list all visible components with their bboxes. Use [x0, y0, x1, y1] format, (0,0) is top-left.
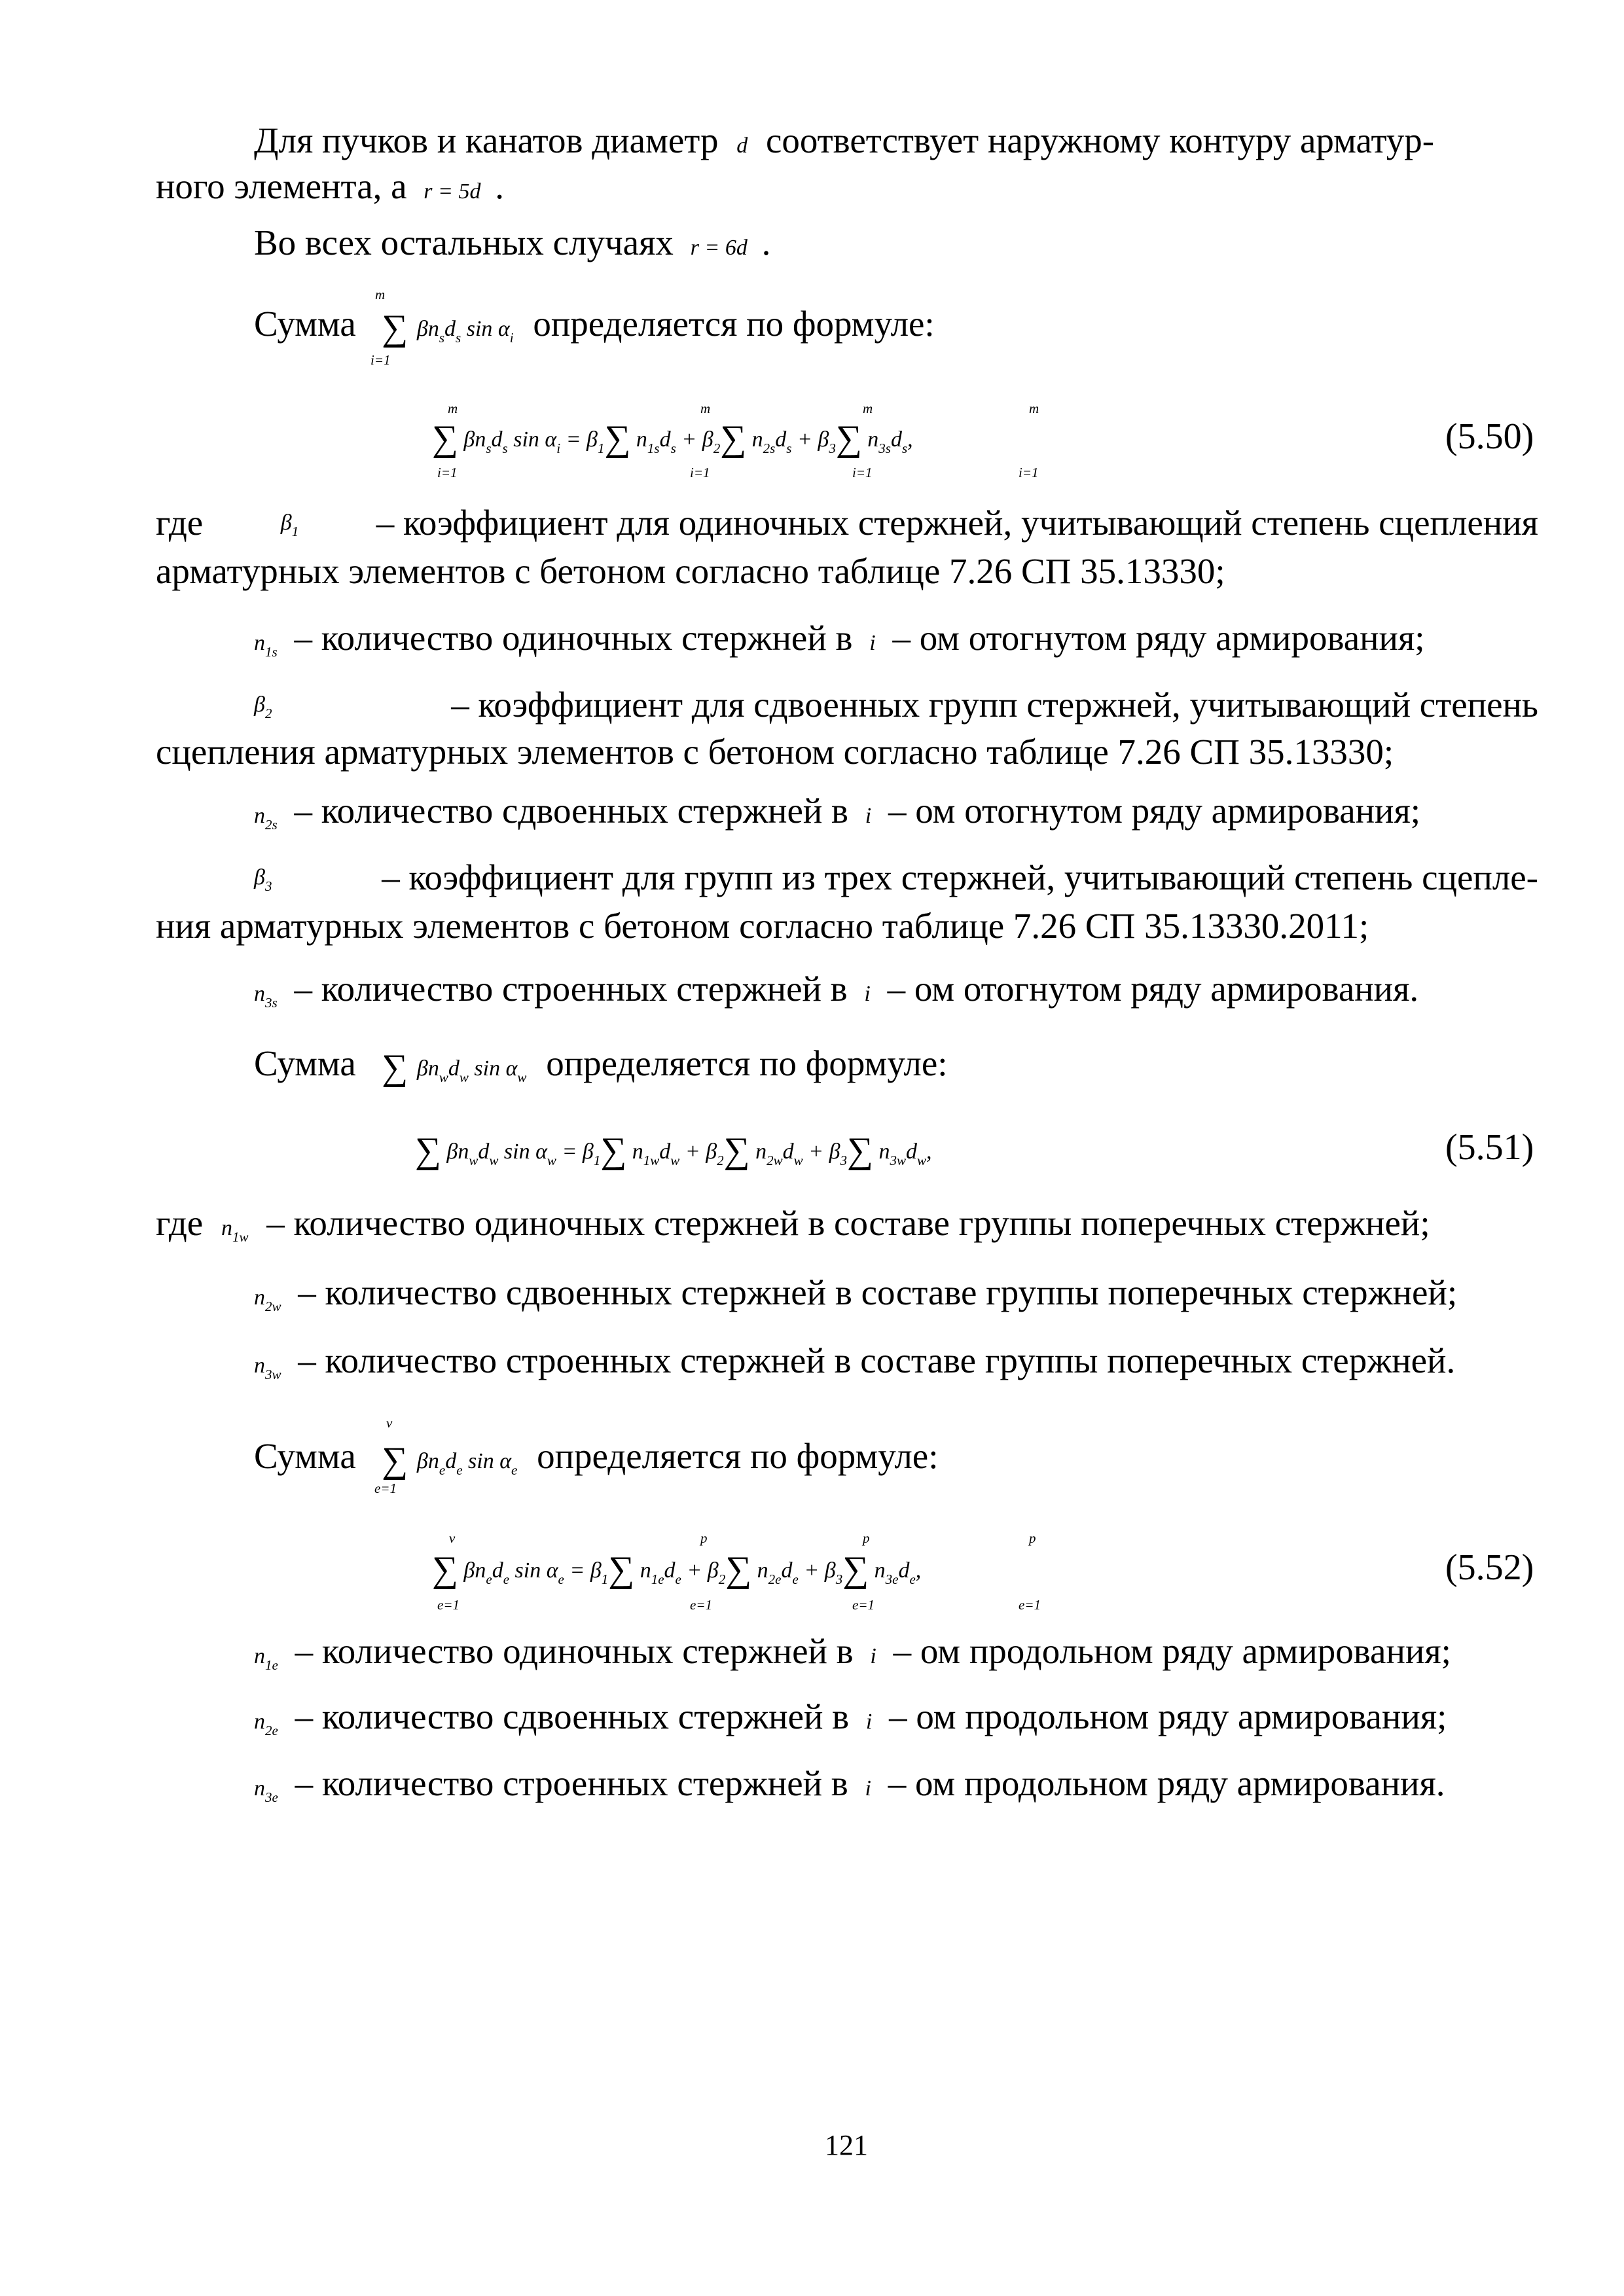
text: – количество строенных стержней в составе группы поперечных стержней.	[298, 1340, 1456, 1380]
limit: i=1	[852, 465, 873, 480]
text: – количество строенных стержней в	[294, 969, 848, 1009]
text: Сумма	[254, 1043, 356, 1083]
symbol-i: i	[864, 982, 871, 1006]
text: – ом отогнутом ряду армирования;	[888, 791, 1421, 831]
symbol-n3s: $n_{3s}$	[254, 982, 278, 1011]
sum-symbol: ∑	[382, 308, 408, 348]
text: – ом продольном ряду армирования.	[888, 1763, 1445, 1803]
limit: e=1	[437, 1597, 460, 1613]
symbol-n2s: $n_{2s}$	[254, 804, 278, 833]
text: – коэффициент для групп из трех стержней, учитывающий степень сцепле-	[382, 857, 1538, 897]
sum-intro-2	[254, 1041, 948, 1100]
text: Сумма	[254, 1436, 356, 1476]
limit: i=1	[690, 465, 710, 480]
text: – ом отогнутом ряду армирования;	[892, 618, 1425, 658]
text: Для пучков и канатов диаметр	[254, 120, 719, 160]
symbol-i: i	[865, 804, 872, 828]
limit: e=1	[1019, 1597, 1041, 1613]
limit: m	[863, 401, 873, 416]
symbol-n1w: $n_{1w}$	[221, 1216, 249, 1245]
limit: i=1	[437, 465, 458, 480]
equation-5-52: ∑ $\beta n_ed_e$ $\sin \alpha_e = \beta_1\sum$ $n_{1e}d_e + \beta_2\sum$ $n_{2e}d_e + \beta_3\sum$ $n_{3e}d_e$,	[432, 1549, 922, 1590]
text: ного элемента, а	[156, 166, 407, 206]
text: – количество одиночных стержней в	[294, 618, 853, 658]
text: Сумма	[254, 304, 356, 344]
text: – количество строенных стержней в	[295, 1763, 848, 1803]
limit: i=1	[1019, 465, 1039, 480]
def-beta1-cont	[156, 548, 1225, 594]
sum-upper-limit: m	[375, 287, 386, 302]
limit: m	[700, 401, 711, 416]
limit: m	[448, 401, 458, 416]
text: Во всех остальных случаях	[254, 223, 674, 262]
symbol-beta2: $\beta_2$	[254, 692, 272, 721]
text: – количество сдвоенных стержней в	[294, 791, 849, 831]
equation-5-51: ∑ $\beta n_wd_w$ $\sin \alpha_w = \beta_1\sum$ $n_{1w}d_w + \beta_2\sum$ $n_{2w}d_w + \beta_3\sum$ $n_{3w}d_w$,	[415, 1130, 932, 1171]
text: – коэффициент для сдвоенных групп стержней, учитывающий степень	[451, 685, 1538, 725]
symbol-n1e: $n_{1e}$	[254, 1644, 278, 1673]
text: – количество одиночных стержней в	[295, 1631, 854, 1671]
sum-symbol: ∑	[382, 1440, 408, 1480]
equation-number: (5.51)	[1445, 1127, 1534, 1168]
symbol-n2w: $n_{2w}$	[254, 1285, 281, 1314]
limit: m	[1029, 401, 1039, 416]
def-n1e	[254, 1628, 1451, 1688]
limit: v	[449, 1530, 456, 1546]
equation-5-50: ∑ $\beta n_sd_s$ $\sin \alpha_i = \beta_1\sum$ $n_{1s}d_s + \beta_2\sum$ $n_{2s}d_s + \beta_3\sum$ $n_{3s}d_s$,	[432, 418, 913, 459]
symbol-i: i	[869, 631, 876, 655]
equation-number: (5.50)	[1445, 416, 1534, 457]
limit: e=1	[690, 1597, 712, 1613]
symbol-beta1: $\beta_1$	[280, 511, 299, 539]
symbol-i: i	[865, 1710, 873, 1734]
symbol-n1s: $n_{1s}$	[254, 631, 278, 660]
def-beta2	[254, 682, 1538, 736]
formula-r-5d: r = 5d	[424, 179, 481, 204]
text: – ом отогнутом ряду армирования.	[887, 969, 1419, 1009]
text: .	[761, 223, 771, 262]
text: определяется по формуле:	[537, 1436, 939, 1476]
limit: p	[1029, 1530, 1036, 1546]
text: ния арматурных элементов с бетоном согласно таблице 7.26 СП 35.13330.2011;	[156, 906, 1369, 946]
text: где	[156, 1203, 204, 1243]
equation-number: (5.52)	[1445, 1547, 1534, 1588]
sum-upper-limit: v	[386, 1415, 393, 1431]
sum-symbol: ∑	[382, 1047, 408, 1088]
sum-lower-limit: i=1	[370, 352, 391, 368]
sum-intro-3	[254, 1433, 938, 1493]
symbol-i: i	[865, 1776, 871, 1801]
def-beta3-cont	[156, 903, 1369, 949]
def-n2s	[254, 788, 1420, 848]
paragraph-1-line-1	[254, 118, 1434, 169]
limit: p	[863, 1530, 870, 1546]
sum-body: $\beta n_sd_s$ $\sin \alpha_i$	[416, 317, 514, 346]
sum-body: $\beta n_ed_e$ $\sin \alpha_e$	[416, 1449, 518, 1478]
paragraph-1-line-2	[156, 164, 504, 215]
symbol-i: i	[870, 1644, 876, 1668]
paragraph-2	[254, 220, 770, 271]
sum-intro-1	[254, 301, 935, 361]
text: – количество сдвоенных стержней в составе группы поперечных стержней;	[298, 1272, 1458, 1312]
symbol-d: d	[736, 134, 748, 158]
def-n2w	[254, 1270, 1457, 1329]
def-n1w	[156, 1200, 1430, 1260]
text: – количество одиночных стержней в составе группы поперечных стержней;	[266, 1203, 1430, 1243]
text: сцепления арматурных элементов с бетоном согласно таблице 7.26 СП 35.13330;	[156, 732, 1394, 772]
def-beta1	[156, 500, 1538, 554]
text: – ом продольном ряду армирования;	[889, 1696, 1447, 1736]
def-n3e	[254, 1761, 1445, 1820]
text: – коэффициент для одиночных стержней, учитывающий степень сцепления	[376, 503, 1538, 543]
formula-r-6d: r = 6d	[690, 236, 748, 260]
def-n3w	[254, 1338, 1455, 1397]
def-beta2-cont	[156, 729, 1394, 775]
text: – количество сдвоенных стержней в	[295, 1696, 850, 1736]
page-number: 121	[825, 2129, 868, 2161]
text: определяется по формуле:	[546, 1043, 948, 1083]
sum-body: $\beta n_wd_w$ $\sin \alpha_w$	[416, 1056, 527, 1085]
def-beta3	[254, 855, 1538, 909]
symbol-n3e: $n_{3e}$	[254, 1776, 278, 1805]
text: – ом продольном ряду армирования;	[893, 1631, 1451, 1671]
text: где	[156, 503, 204, 543]
text: .	[495, 166, 504, 206]
text: арматурных элементов с бетоном согласно таблице 7.26 СП 35.13330;	[156, 551, 1225, 591]
text: определяется по формуле:	[533, 304, 935, 344]
symbol-beta3: $\beta_3$	[254, 865, 272, 894]
sum-lower-limit: e=1	[374, 1480, 397, 1496]
text: соответствует наружному контуру арматур-	[765, 120, 1435, 160]
def-n1s	[254, 615, 1425, 675]
symbol-n2e: $n_{2e}$	[254, 1710, 278, 1738]
symbol-n3w: $n_{3w}$	[254, 1354, 281, 1382]
limit: e=1	[852, 1597, 875, 1613]
limit: p	[700, 1530, 708, 1546]
def-n2e	[254, 1694, 1447, 1753]
def-n3s	[254, 966, 1418, 1026]
